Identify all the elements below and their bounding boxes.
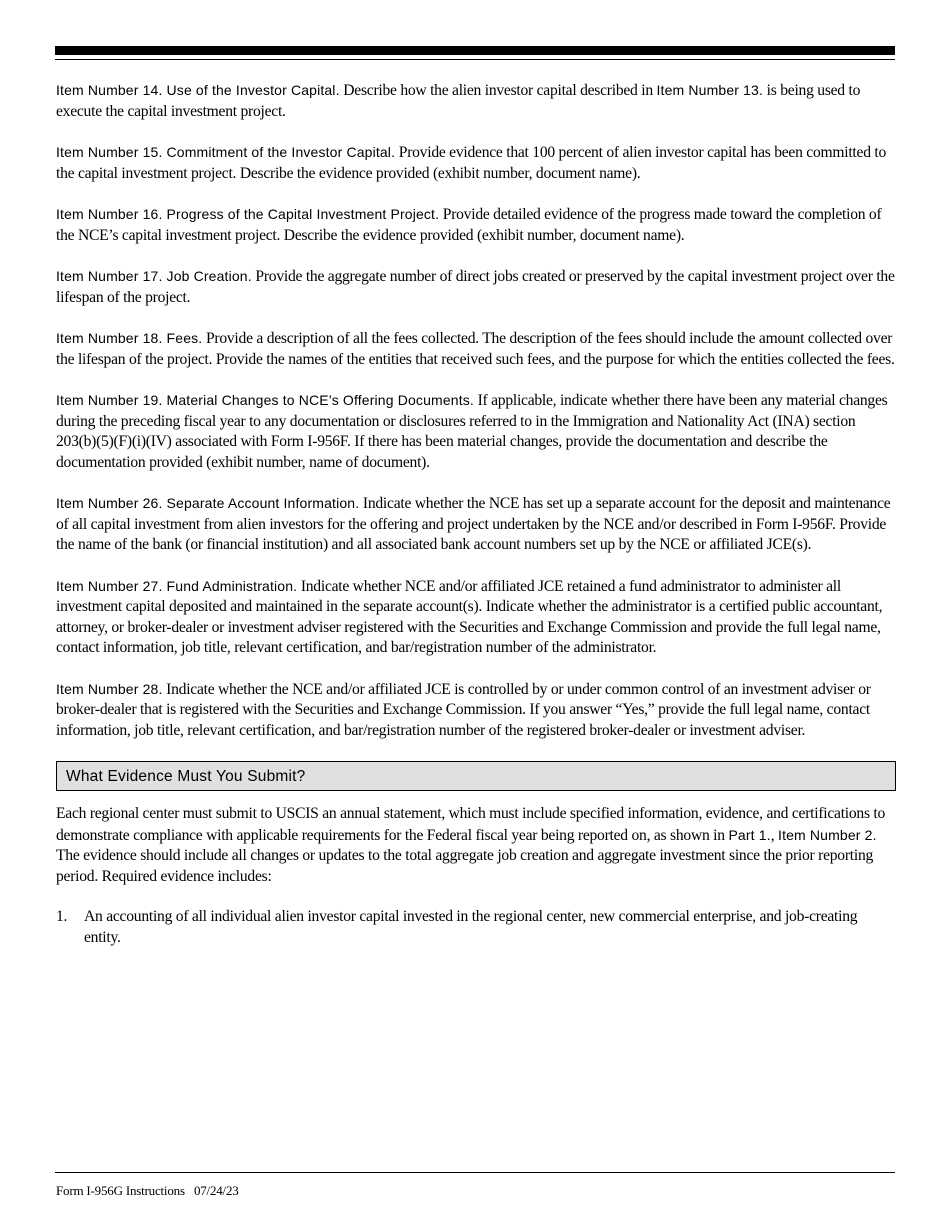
item-17-label: Item Number 17. Job Creation. bbox=[56, 268, 252, 284]
item-16-label: Item Number 16. Progress of the Capital Investment Project. bbox=[56, 206, 440, 222]
footer-form-info: Form I-956G Instructions 07/24/23 bbox=[56, 1183, 239, 1198]
item-26-label: Item Number 26. Separate Account Information. bbox=[56, 495, 360, 511]
item-19-paragraph bbox=[56, 390, 896, 473]
item-17-text: Provide the aggregate number of direct jobs created or preserved by the capital investment project over the lifespan of the project. bbox=[56, 268, 895, 306]
item-15-text: Provide evidence that 100 percent of alien investor capital has been committed to the capital investment project. Describe the evidence provided (exhibit number, document name). bbox=[56, 144, 887, 182]
item-27-text: Indicate whether NCE and/or affiliated JCE retained a fund administrator to administer all investment capital deposited and maintained in the separate account(s). Indicate whether the administrator is a certified public accountant, attorney, or broker-dealer or investment adviser registered with the Securities and Exchange Commission and provide the full legal name, contact information, job title, relevant certification, and bar/registration number of the administrator. bbox=[56, 577, 883, 656]
item-28-paragraph bbox=[56, 679, 896, 742]
item-27-label: Item Number 27. Fund Administration. bbox=[56, 577, 298, 594]
header-thick-rule bbox=[55, 46, 895, 55]
item-14-label: Item Number 14. Use of the Investor Capital. bbox=[56, 82, 340, 98]
item-16-text: Provide detailed evidence of the progress made toward the completion of the NCE’s capital investment project. Describe the evidence provided (exhibit number, document name). bbox=[56, 206, 882, 244]
item-18-text: Provide a description of all the fees collected. The description of the fees should include the amount collected over the lifespan of the project. Provide the names of the entities that received such fees, and the purpose for which the entities collected the fees. bbox=[56, 330, 895, 368]
item-15-label: Item Number 15. Commitment of the Investor Capital. bbox=[56, 144, 396, 160]
evidence-intro-paragraph bbox=[56, 804, 896, 887]
item-15-paragraph bbox=[56, 142, 896, 184]
item-16-paragraph bbox=[56, 204, 896, 246]
list-item-text: An accounting of all individual alien investor capital invested in the regional center, new commercial enterprise, and job-creating entity. bbox=[84, 908, 858, 946]
item-19-label: Item Number 19. Material Changes to NCE’s Offering Documents. bbox=[56, 392, 474, 408]
footer-rule bbox=[55, 1172, 895, 1173]
item-18-paragraph bbox=[56, 328, 896, 370]
item-26-paragraph bbox=[56, 493, 896, 556]
evidence-intro-part-reference: Part 1. bbox=[728, 826, 771, 843]
header-thin-rule bbox=[55, 59, 895, 60]
page-content bbox=[56, 80, 896, 948]
list-item-number: 1. bbox=[56, 908, 68, 925]
item-28-text: Indicate whether the NCE and/or affiliated JCE is controlled by or under common control of an investment adviser or broker-dealer that is registered with the Securities and Exchange Commission. If you answer “Yes,” provide the full legal name, contact information, job title, relevant certification, and bar/registration number of the registered broker-dealer or investment adviser. bbox=[56, 680, 871, 739]
item-14-text-part2: is being used to execute the capital investment project. bbox=[56, 82, 861, 120]
item-14-text-part1: Describe how the alien investor capital described in bbox=[339, 82, 657, 99]
evidence-section-header: What Evidence Must You Submit? bbox=[56, 761, 896, 791]
evidence-intro-separator: , bbox=[770, 826, 779, 844]
item-19-text: If applicable, indicate whether there have been any material changes during the preceding fiscal year to any documentation or disclosures referred to in the Immigration and Nationality Act (INA) section 203(b)(5)(F)(i)(IV) associated with Form I-956F. If there has been material changes, provide the documentation and describe the documentation provided (exhibit number, name of document). bbox=[56, 392, 888, 471]
item-26-text: Indicate whether the NCE has set up a separate account for the deposit and maintenance of all capital investment from alien investors for the offering and project undertaken by the NCE and/or described in Form I-956F. Provide the name of the bank (or financial institution) and all associated bank account numbers set up by the NCE or affiliated JCE(s). bbox=[56, 495, 891, 553]
item-14-paragraph bbox=[56, 80, 896, 122]
item-14-reference: Item Number 13. bbox=[656, 82, 764, 98]
evidence-list-item bbox=[56, 907, 896, 948]
item-27-paragraph bbox=[56, 576, 896, 659]
evidence-intro-item-reference: Item Number 2. bbox=[778, 826, 877, 843]
item-18-label: Item Number 18. Fees. bbox=[56, 330, 203, 346]
item-17-paragraph bbox=[56, 266, 896, 308]
evidence-intro-text-part2: The evidence should include all changes or updates to the total aggregate job creation and aggregate investment since the prior reporting period. Required evidence includes: bbox=[56, 847, 874, 885]
item-28-label: Item Number 28. bbox=[56, 680, 163, 697]
evidence-intro-text-part1: Each regional center must submit to USCIS an annual statement, which must include specified information, evidence, and certifications to demonstrate compliance with applicable requirements for the Federal fiscal year being reported on, as shown in bbox=[56, 805, 886, 844]
